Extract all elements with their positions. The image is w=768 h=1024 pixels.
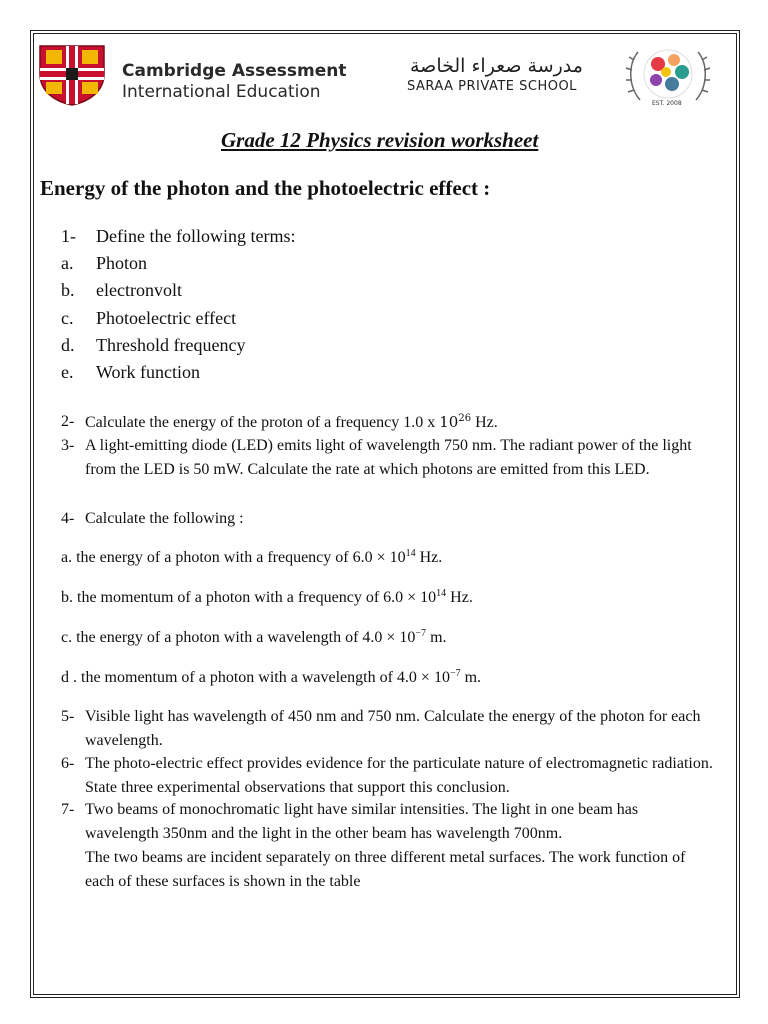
school-est: EST. 2008	[652, 100, 682, 107]
cambridge-wordmark	[122, 61, 346, 103]
question-7-text-2: The two beams are incident separately on three different metal surfaces. The work function of each of these surfaces is shown in the table	[85, 849, 686, 890]
definition-term: Work function	[96, 362, 201, 382]
definition-term: Threshold frequency	[96, 335, 246, 355]
school-name-arabic: مدرسة صعراء الخاصة	[410, 55, 583, 77]
question-4-part: a. the energy of a photon with a frequency of $6.0 \times 10^{14}$ Hz.	[61, 548, 443, 566]
question-4-number: 4-	[61, 510, 75, 527]
question-7-number: 7-	[61, 801, 75, 818]
question-5-number: 5-	[61, 708, 75, 725]
question-5-text: Visible light has wavelength of 450 nm and 750 nm. Calculate the energy of the photon for each wavelength.	[85, 708, 701, 749]
definition-letter: c.	[61, 308, 74, 328]
question-3-text: A light-emitting diode (LED) emits light of wavelength 750 nm. The radiant power of the light from the LED is 50 mW. Calculate the rate at which photons are emitted from this LED.	[85, 437, 692, 478]
school-name-english: SARAA PRIVATE SCHOOL	[407, 79, 577, 94]
question-4-text: Calculate the following :	[85, 510, 244, 527]
definition-letter: a.	[61, 253, 74, 273]
definition-term: Photoelectric effect	[96, 308, 237, 328]
school-logo	[622, 40, 714, 119]
cambridge-line1: Cambridge Assessment	[122, 61, 347, 81]
question-4-part: d . the momentum of a photon with a wavelength of $4.0 \times 10^{-7}$ m.	[61, 668, 482, 686]
definition-letter: e.	[61, 362, 74, 382]
definition-term: Photon	[96, 253, 148, 273]
question-2-power: $10^{26}$	[439, 413, 472, 431]
definition-letter: d.	[61, 335, 75, 355]
section-heading: Energy of the photon and the photoelectric effect :	[40, 176, 491, 200]
question-3-number: 3-	[61, 437, 75, 454]
question-6-text: The photo-electric effect provides evidence for the particulate nature of electromagnetic radiation. State three experimental observations that support this conclusion.	[85, 755, 713, 796]
cambridge-logo	[38, 44, 106, 111]
question-4-part: c. the energy of a photon with a wavelength of $4.0 \times 10^{-7}$ m.	[61, 628, 447, 646]
definition-term: electronvolt	[96, 280, 182, 300]
question-1-text: Define the following terms:	[96, 226, 296, 246]
question-6-number: 6-	[61, 755, 75, 772]
cambridge-line2: International Education	[122, 82, 321, 102]
definition-letter: b.	[61, 280, 75, 300]
question-1-number: 1-	[61, 226, 76, 246]
question-7-text-1: Two beams of monochromatic light have similar intensities. The light in one beam has wavelength 350nm and the light in the other beam has wavelength 700nm.	[85, 801, 639, 842]
question-4-part: b. the momentum of a photon with a frequency of $6.0 \times 10^{14}$ Hz.	[61, 588, 473, 606]
question-2-number: 2-	[61, 413, 75, 430]
question-2-text: Calculate the energy of the proton of a frequency 1.0 x	[85, 414, 440, 431]
worksheet-title: Grade 12 Physics revision worksheet	[221, 128, 539, 152]
